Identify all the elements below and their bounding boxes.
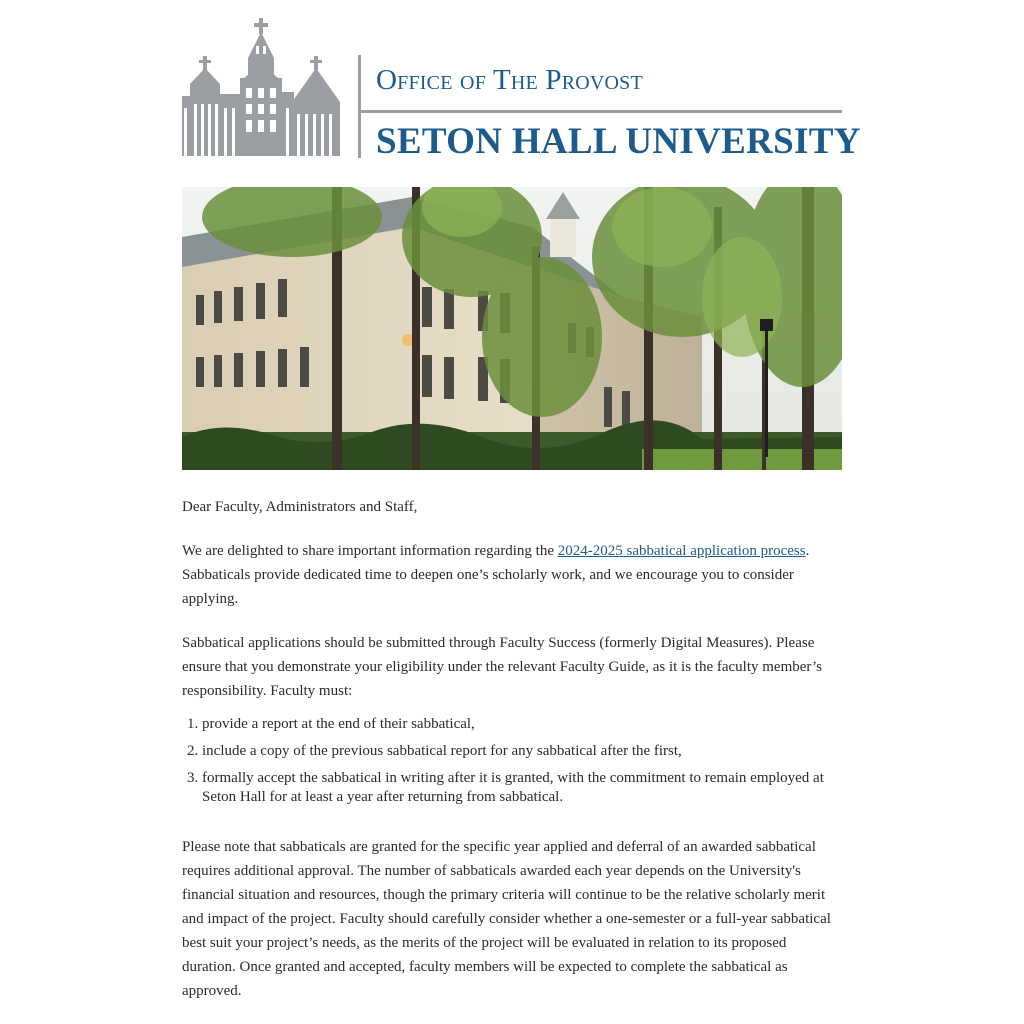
list-item: 2. include a copy of the previous sabbatical report for any sabbatical after the first, [202, 742, 842, 761]
office-title: Office of The Provost [376, 64, 643, 96]
intro-paragraph [182, 539, 842, 611]
provost-header [182, 0, 861, 187]
header-vertical-divider [358, 55, 361, 158]
seton-hall-chapel-logo-icon [182, 18, 342, 158]
policy-paragraph: Please note that sabbaticals are granted for the specific year applied and deferral of an awarded sabbatical requires additional approval. The number of sabbaticals awarded each year depends on the University's financial situation and resources, though the primary criteria will continue to be the relative scholarly merit and impact of the project. Faculty should carefully consider whether a one-semester or a full-year sabbatical best suit your project’s needs, as the merits of the project will be evaluated in relation to its proposed duration. Once granted and accepted, faculty members will be expected to complete the sabbatical as approved. [182, 839, 831, 999]
email-content [182, 0, 861, 1003]
list-item: 1. provide a report at the end of their sabbatical, [202, 715, 842, 734]
campus-photo-illustration [182, 187, 842, 470]
requirements-list [182, 715, 842, 807]
submission-paragraph: Sabbatical applications should be submitted through Faculty Success (formerly Digital Measures). Please ensure that you demonstrate your eligibility under the relevant Faculty Guide, as it is the faculty member’s responsibility. Faculty must: [182, 635, 822, 699]
list-item: 3. formally accept the sabbatical in writing after it is granted, with the commitment to remain employed at Seton Hall for at least a year after returning from sabbatical. [202, 769, 842, 807]
university-title: SETON HALL UNIVERSITY [376, 121, 861, 162]
sabbatical-process-link[interactable]: 2024-2025 sabbatical application process [557, 543, 806, 559]
greeting: Dear Faculty, Administrators and Staff, [182, 499, 418, 515]
campus-building-photo [182, 187, 842, 470]
intro-text-end: . Sabbaticals provide dedicated time to deepen one’s scholarly work, and we encourage you to consider applying. [182, 543, 810, 607]
intro-text-start: We are delighted to share important information regarding the [182, 543, 558, 559]
header-divider [359, 110, 842, 113]
email-body [182, 495, 842, 1003]
